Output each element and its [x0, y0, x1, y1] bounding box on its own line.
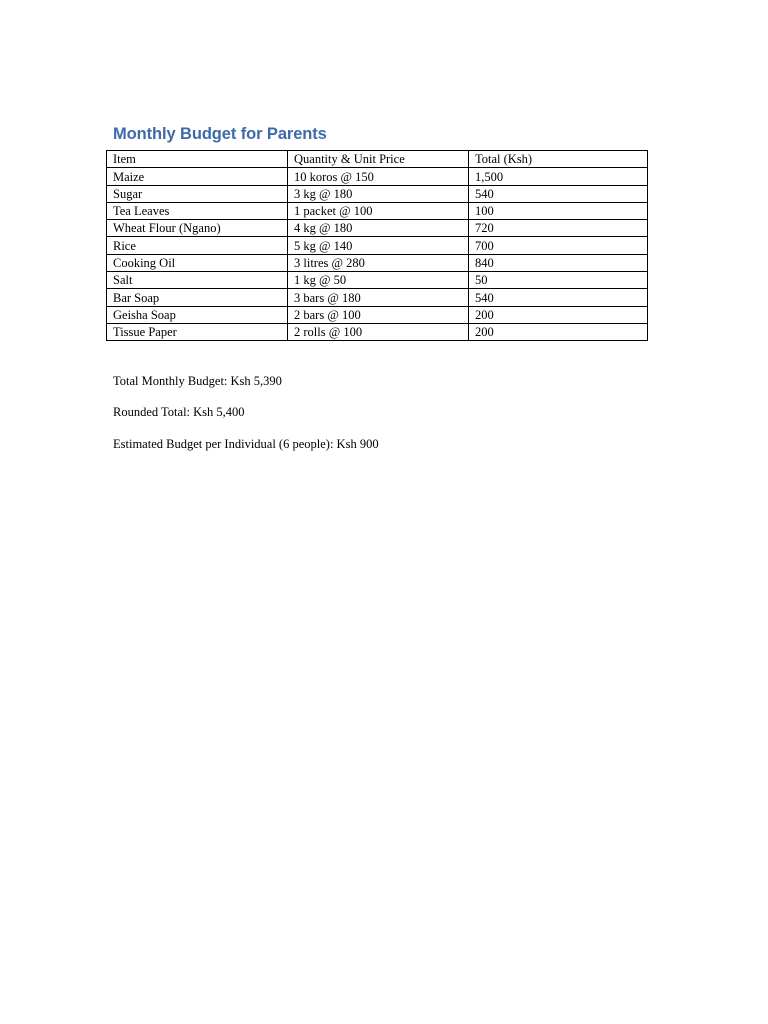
cell-total: 200 [469, 323, 648, 340]
table-row [107, 323, 648, 340]
cell-total: 720 [469, 220, 648, 237]
cell-item: Sugar [107, 185, 288, 202]
cell-total: 840 [469, 254, 648, 271]
total-monthly-budget: Total Monthly Budget: Ksh 5,390 [113, 374, 282, 388]
budget-per-individual: Estimated Budget per Individual (6 people): Ksh 900 [113, 437, 379, 451]
header-item: Item [107, 151, 288, 168]
cell-total: 700 [469, 237, 648, 254]
cell-total: 540 [469, 185, 648, 202]
cell-item: Maize [107, 168, 288, 185]
table-row [107, 237, 648, 254]
budget-table-body [107, 151, 648, 341]
cell-total: 50 [469, 272, 648, 289]
cell-item: Tea Leaves [107, 202, 288, 219]
header-quantity-unit-price: Quantity & Unit Price [288, 151, 469, 168]
cell-quantity-unit-price: 3 litres @ 280 [288, 254, 469, 271]
header-total: Total (Ksh) [469, 151, 648, 168]
cell-quantity-unit-price: 2 rolls @ 100 [288, 323, 469, 340]
cell-quantity-unit-price: 1 packet @ 100 [288, 202, 469, 219]
cell-item: Wheat Flour (Ngano) [107, 220, 288, 237]
table-row [107, 289, 648, 306]
page-title: Monthly Budget for Parents [113, 125, 327, 143]
cell-item: Cooking Oil [107, 254, 288, 271]
table-row [107, 202, 648, 219]
budget-table [106, 150, 648, 341]
cell-total: 100 [469, 202, 648, 219]
table-row [107, 272, 648, 289]
cell-item: Geisha Soap [107, 306, 288, 323]
table-row [107, 306, 648, 323]
cell-item: Bar Soap [107, 289, 288, 306]
cell-total: 540 [469, 289, 648, 306]
cell-item: Tissue Paper [107, 323, 288, 340]
rounded-total: Rounded Total: Ksh 5,400 [113, 405, 245, 419]
cell-quantity-unit-price: 3 kg @ 180 [288, 185, 469, 202]
cell-total: 1,500 [469, 168, 648, 185]
table-row [107, 185, 648, 202]
cell-quantity-unit-price: 2 bars @ 100 [288, 306, 469, 323]
cell-quantity-unit-price: 10 koros @ 150 [288, 168, 469, 185]
cell-quantity-unit-price: 1 kg @ 50 [288, 272, 469, 289]
cell-item: Salt [107, 272, 288, 289]
cell-quantity-unit-price: 3 bars @ 180 [288, 289, 469, 306]
table-header-row [107, 151, 648, 168]
table-row [107, 254, 648, 271]
cell-item: Rice [107, 237, 288, 254]
cell-quantity-unit-price: 5 kg @ 140 [288, 237, 469, 254]
cell-quantity-unit-price: 4 kg @ 180 [288, 220, 469, 237]
cell-total: 200 [469, 306, 648, 323]
table-row [107, 168, 648, 185]
table-row [107, 220, 648, 237]
